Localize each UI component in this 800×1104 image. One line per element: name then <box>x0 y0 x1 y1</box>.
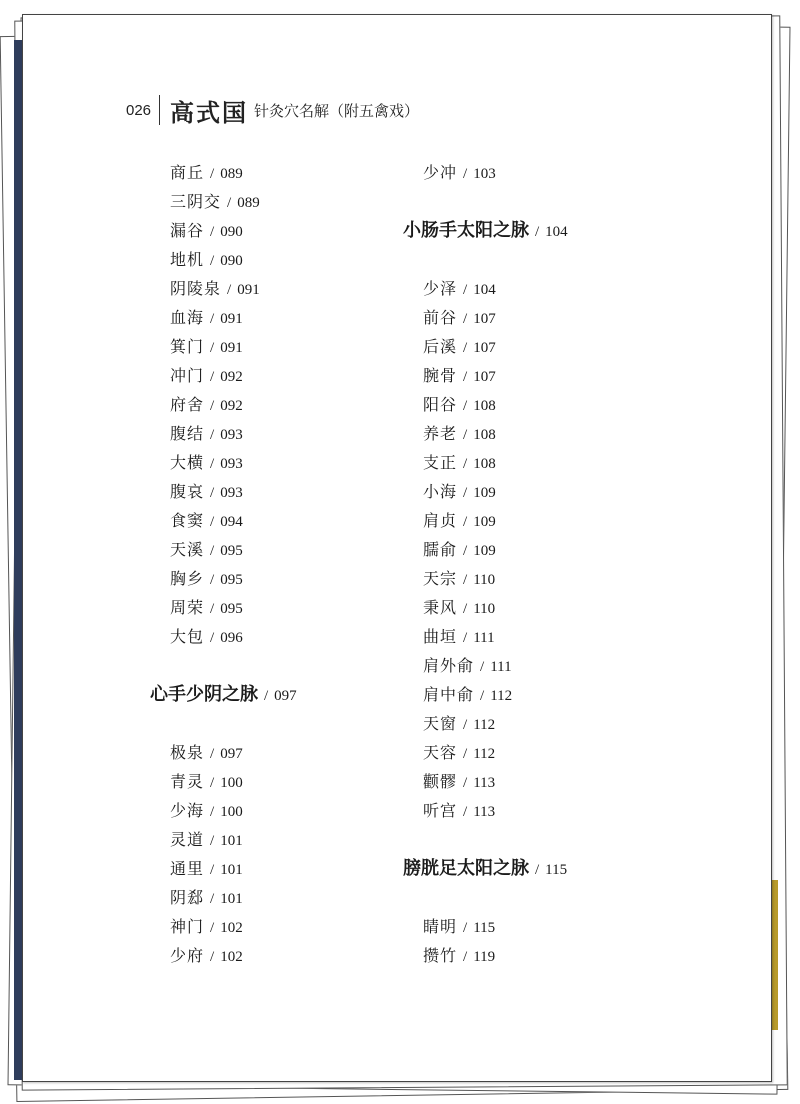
acupoint-name: 腹哀 <box>170 482 205 501</box>
entry-page-number: 119 <box>473 949 496 965</box>
acupoint-name: 极泉 <box>170 743 205 762</box>
toc-entry <box>170 567 243 591</box>
separator: / <box>210 427 215 443</box>
entry-page-number: 108 <box>473 427 496 443</box>
separator: / <box>210 340 215 356</box>
entry-page-number: 110 <box>473 601 496 617</box>
acupoint-name: 攒竹 <box>423 946 458 965</box>
acupoint-name: 灵道 <box>170 830 205 849</box>
entry-page-number: 109 <box>473 514 496 530</box>
entry-page-number: 101 <box>220 862 243 878</box>
toc-entry <box>423 596 495 620</box>
toc-entry <box>423 277 496 301</box>
entry-page-number: 112 <box>473 717 496 733</box>
entry-page-number: 101 <box>220 891 243 907</box>
acupoint-name: 血海 <box>170 308 205 327</box>
entry-page-number: 112 <box>473 746 496 762</box>
entry-page-number: 108 <box>473 398 496 414</box>
acupoint-name: 神门 <box>170 917 205 936</box>
entry-page-number: 095 <box>220 543 243 559</box>
toc-entry <box>170 480 243 504</box>
acupoint-name: 青灵 <box>170 772 205 791</box>
toc-entry <box>170 509 243 533</box>
separator: / <box>535 862 540 878</box>
acupoint-name: 胸乡 <box>170 569 205 588</box>
section-name: 小肠手太阳之脉 <box>403 220 529 241</box>
toc-entry <box>423 567 495 591</box>
toc-entry <box>170 770 243 794</box>
separator: / <box>227 282 232 298</box>
toc-entry <box>170 799 243 823</box>
toc-entry <box>170 625 243 649</box>
toc-entry <box>170 741 243 765</box>
separator: / <box>210 775 215 791</box>
entry-page-number: 107 <box>473 340 496 356</box>
acupoint-name: 前谷 <box>423 308 458 327</box>
entry-page-number: 091 <box>220 311 243 327</box>
entry-page-number: 108 <box>473 456 496 472</box>
entry-page-number: 094 <box>220 514 243 530</box>
book-title: 针灸穴名解（附五禽戏） <box>254 101 420 120</box>
entry-page-number: 100 <box>220 804 243 820</box>
entry-page-number: 089 <box>220 166 243 182</box>
entry-page-number: 110 <box>473 572 496 588</box>
toc-entry <box>170 538 243 562</box>
toc-entry <box>170 306 243 330</box>
toc-entry <box>423 480 496 504</box>
entry-page-number: 112 <box>490 688 513 704</box>
separator: / <box>210 949 215 965</box>
section-name: 心手少阴之脉 <box>150 684 258 705</box>
entry-page-number: 104 <box>473 282 496 298</box>
separator: / <box>210 398 215 414</box>
entry-page-number: 115 <box>473 920 496 936</box>
separator: / <box>463 920 468 936</box>
toc-entry <box>170 364 243 388</box>
separator: / <box>463 630 468 646</box>
toc-entry <box>423 654 512 678</box>
separator: / <box>463 572 468 588</box>
entry-page-number: 097 <box>220 746 243 762</box>
entry-page-number: 089 <box>237 195 260 211</box>
separator: / <box>210 833 215 849</box>
page-number: 026 <box>126 101 152 119</box>
acupoint-name: 后溪 <box>423 337 458 356</box>
acupoint-name: 听宫 <box>423 801 458 820</box>
separator: / <box>210 311 215 327</box>
toc-entry <box>423 335 496 359</box>
acupoint-name: 天容 <box>423 743 458 762</box>
entry-page-number: 107 <box>473 311 496 327</box>
toc-entry <box>170 161 243 185</box>
entry-page-number: 109 <box>473 485 496 501</box>
entry-page-number: 109 <box>473 543 496 559</box>
separator: / <box>463 949 468 965</box>
acupoint-name: 小海 <box>423 482 458 501</box>
toc-entry <box>423 422 496 446</box>
separator: / <box>210 369 215 385</box>
separator: / <box>463 543 468 559</box>
acupoint-name: 天宗 <box>423 569 458 588</box>
acupoint-name: 食窦 <box>170 511 205 530</box>
page <box>22 14 772 1082</box>
toc-entry <box>423 915 495 939</box>
section-page-number: 115 <box>545 862 568 878</box>
entry-page-number: 091 <box>220 340 243 356</box>
acupoint-name: 阴陵泉 <box>170 279 222 298</box>
cover-edge-strip <box>14 40 22 1080</box>
toc-entry <box>423 451 496 475</box>
acupoint-name: 地机 <box>170 250 205 269</box>
section-page-number: 097 <box>274 688 297 704</box>
acupoint-name: 肩中俞 <box>423 685 475 704</box>
separator: / <box>227 195 232 211</box>
acupoint-name: 臑俞 <box>423 540 458 559</box>
separator: / <box>463 514 468 530</box>
separator: / <box>210 514 215 530</box>
toc-entry <box>170 915 243 939</box>
entry-page-number: 090 <box>220 224 243 240</box>
page-header <box>126 92 419 128</box>
toc-entry <box>170 277 260 301</box>
entry-page-number: 111 <box>473 630 495 646</box>
entry-page-number: 093 <box>220 456 243 472</box>
acupoint-name: 阴郄 <box>170 888 205 907</box>
toc-section-heading <box>403 855 567 883</box>
entry-page-number: 095 <box>220 601 243 617</box>
separator: / <box>535 224 540 240</box>
separator: / <box>210 746 215 762</box>
acupoint-name: 通里 <box>170 859 205 878</box>
toc-entry <box>423 741 495 765</box>
toc-entry <box>423 683 512 707</box>
acupoint-name: 少泽 <box>423 279 458 298</box>
entry-page-number: 102 <box>220 920 243 936</box>
acupoint-name: 曲垣 <box>423 627 458 646</box>
separator: / <box>210 601 215 617</box>
separator: / <box>463 398 468 414</box>
acupoint-name: 颧髎 <box>423 772 458 791</box>
toc-entry <box>423 393 496 417</box>
acupoint-name: 腕骨 <box>423 366 458 385</box>
acupoint-name: 肩贞 <box>423 511 458 530</box>
separator: / <box>463 456 468 472</box>
entry-page-number: 102 <box>220 949 243 965</box>
separator: / <box>463 427 468 443</box>
separator: / <box>463 804 468 820</box>
separator: / <box>210 166 215 182</box>
entry-page-number: 091 <box>237 282 260 298</box>
separator: / <box>463 485 468 501</box>
separator: / <box>210 572 215 588</box>
toc-entry <box>170 451 243 475</box>
acupoint-name: 冲门 <box>170 366 205 385</box>
header-divider <box>159 95 160 125</box>
separator: / <box>480 659 485 675</box>
separator: / <box>463 369 468 385</box>
section-name: 膀胱足太阳之脉 <box>403 858 529 879</box>
entry-page-number: 096 <box>220 630 243 646</box>
toc-entry <box>423 625 495 649</box>
toc-entry <box>423 770 495 794</box>
acupoint-name: 少府 <box>170 946 205 965</box>
entry-page-number: 093 <box>220 427 243 443</box>
toc-entry <box>423 799 495 823</box>
toc-entry <box>170 828 243 852</box>
acupoint-name: 养老 <box>423 424 458 443</box>
entry-page-number: 107 <box>473 369 496 385</box>
toc-entry <box>170 393 243 417</box>
entry-page-number: 111 <box>490 659 512 675</box>
acupoint-name: 箕门 <box>170 337 205 356</box>
entry-page-number: 095 <box>220 572 243 588</box>
acupoint-name: 漏谷 <box>170 221 205 240</box>
separator: / <box>264 688 269 704</box>
acupoint-name: 少冲 <box>423 163 458 182</box>
section-page-number: 104 <box>545 224 568 240</box>
acupoint-name: 府舍 <box>170 395 205 414</box>
separator: / <box>463 311 468 327</box>
acupoint-name: 大横 <box>170 453 205 472</box>
toc-entry <box>423 509 496 533</box>
toc-entry <box>170 422 243 446</box>
acupoint-name: 少海 <box>170 801 205 820</box>
separator: / <box>210 485 215 501</box>
toc-entry <box>423 538 496 562</box>
separator: / <box>210 804 215 820</box>
brand-logo-text: 高式国 <box>170 97 249 127</box>
acupoint-name: 大包 <box>170 627 205 646</box>
acupoint-name: 秉风 <box>423 598 458 617</box>
toc-entry <box>170 335 243 359</box>
separator: / <box>210 456 215 472</box>
acupoint-name: 周荣 <box>170 598 205 617</box>
acupoint-name: 阳谷 <box>423 395 458 414</box>
separator: / <box>463 282 468 298</box>
toc-entry <box>170 219 243 243</box>
separator: / <box>463 166 468 182</box>
acupoint-name: 天溪 <box>170 540 205 559</box>
toc-entry <box>170 886 243 910</box>
entry-page-number: 092 <box>220 369 243 385</box>
acupoint-name: 腹结 <box>170 424 205 443</box>
toc-section-heading <box>150 681 297 709</box>
entry-page-number: 113 <box>473 775 496 791</box>
separator: / <box>210 630 215 646</box>
toc-entry <box>170 944 243 968</box>
toc-entry <box>423 944 495 968</box>
toc-entry <box>423 306 496 330</box>
toc-section-heading <box>403 217 568 245</box>
entry-page-number: 092 <box>220 398 243 414</box>
toc-entry <box>170 857 243 881</box>
toc-entry <box>423 364 496 388</box>
separator: / <box>210 920 215 936</box>
toc-entry <box>170 596 243 620</box>
toc-entry <box>170 190 260 214</box>
separator: / <box>463 601 468 617</box>
acupoint-name: 肩外俞 <box>423 656 475 675</box>
acupoint-name: 天窗 <box>423 714 458 733</box>
entry-page-number: 101 <box>220 833 243 849</box>
entry-page-number: 100 <box>220 775 243 791</box>
separator: / <box>463 746 468 762</box>
toc-entry <box>423 161 496 185</box>
entry-page-number: 103 <box>473 166 496 182</box>
acupoint-name: 三阴交 <box>170 192 222 211</box>
acupoint-name: 支正 <box>423 453 458 472</box>
acupoint-name: 睛明 <box>423 917 458 936</box>
acupoint-name: 商丘 <box>170 163 205 182</box>
separator: / <box>210 224 215 240</box>
separator: / <box>463 340 468 356</box>
entry-page-number: 090 <box>220 253 243 269</box>
toc-entry <box>423 712 495 736</box>
toc-entry <box>170 248 243 272</box>
entry-page-number: 113 <box>473 804 496 820</box>
separator: / <box>480 688 485 704</box>
separator: / <box>463 717 468 733</box>
entry-page-number: 093 <box>220 485 243 501</box>
separator: / <box>210 253 215 269</box>
separator: / <box>210 891 215 907</box>
separator: / <box>210 543 215 559</box>
separator: / <box>463 775 468 791</box>
separator: / <box>210 862 215 878</box>
